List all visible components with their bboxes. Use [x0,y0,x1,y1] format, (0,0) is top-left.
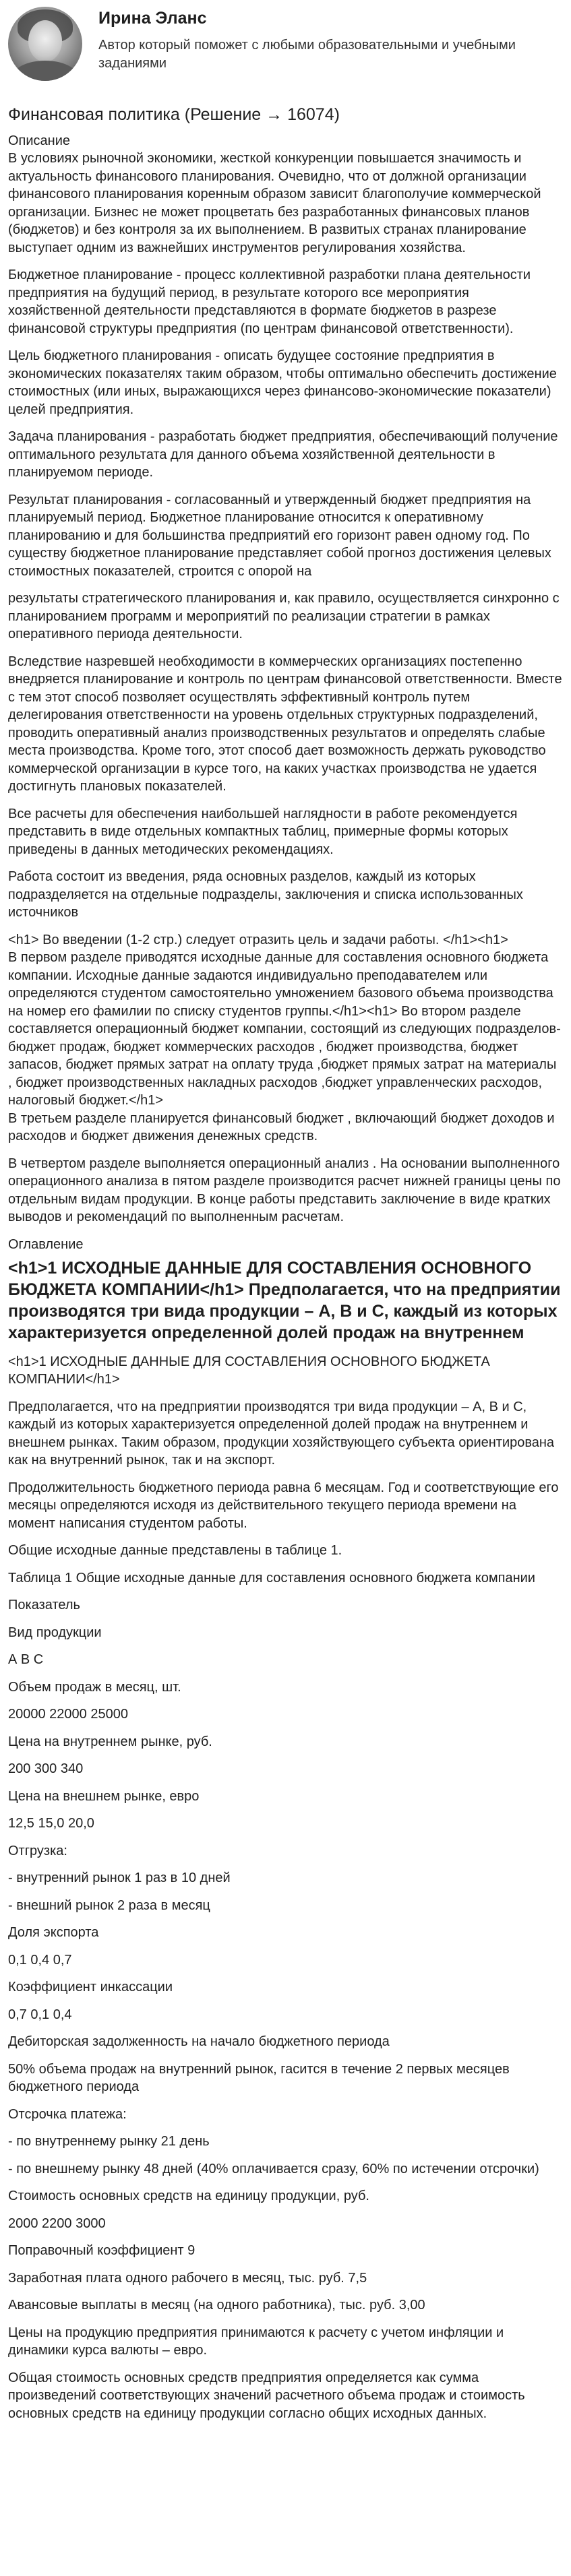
body-paragraph: Таблица 1 Общие исходные данные для составления основного бюджета компании [8,1570,535,1585]
avatar-face [28,20,62,62]
table-row: 12,5 15,0 20,0 [8,1816,94,1831]
author-name[interactable]: Ирина Эланс [98,9,207,28]
author-card [8,5,563,88]
body-paragraph: Общие исходные данные представлены в таблице 1. [8,1543,342,1558]
toc-label: Оглавление [8,1236,84,1252]
table-row: Авансовые выплаты в месяц (на одного работника), тыс. руб. 3,00 [8,2298,425,2313]
author-avatar[interactable] [8,7,82,81]
description-paragraph: Цель бюджетного планирования - описать будущее состояние предприятия в экономических показателях таким образом, чтобы оптимально обеспечить достижение стоимостных (или иных, выражающихся через финансово-экономические показатели) целей предприятия. [8,348,557,417]
table-row: Стоимость основных средств на единицу продукции, руб. [8,2189,369,2203]
table-row: А В С [8,1652,44,1667]
description-label: Описание [8,133,71,148]
description-paragraph: Результат планирования - согласованный и утвержденный бюджет предприятия на планируемый период. Бюджетное планирование относится к оперативному планированию и для большинства предприятий его горизонт равен одному год. По существу бюджетное планирование представляет собой прогноз достижения целевых стоимостных показателей, строится с опорой на [8,492,551,579]
document-title: Финансовая политика (Решение → 16074) [8,105,340,124]
author-description: Автор который поможет с любыми образовательными и учебными заданиями [98,38,516,71]
table-row: Отсрочка платежа: [8,2106,127,2122]
table-row: 2000 2200 3000 [8,2216,106,2231]
table-row: 50% объема продаж на внутренний рынок, гасится в течение 2 первых месяцев бюджетного периода [8,2061,510,2094]
body-paragraph: Продолжительность бюджетного периода равна 6 месяцам. Год и соответствующие его месяцы определяются исходя из действительного текущего периода времени на момент написания студентом работы. [8,1480,559,1531]
description-paragraph: В условиях рыночной экономики, жесткой конкуренции повышается значимость и актуальность финансового планирования. Очевидно, что от должной организации финансового планирования коренным образом зависит благополучие коммерческой организации. Бизнес не может процветать без разработанных финансовых планов (бюджетов) и без контроля за их выполнением. В развитых странах планирование выступает одним из важнейших инструментов регулирования хозяйства. [8,151,541,255]
avatar-shoulders [12,61,78,81]
description-paragraph: Вследствие назревшей необходимости в коммерческих организациях постепенно внедряется планирование и контроль по центрам финансовой ответственности. Вместе с тем этот способ позволяет осуществлять эффективный контроль путем делегирования ответственности на уровень отдельных структурных подразделений, проводить оперативный анализ производственных результатов и определять слабые места производства. Кроме того, этот способ дает возможность держать руководство коммерческой организации в курсе того, на каких участках производства не удается достигнуть плановых показателей. [8,654,562,794]
table-row: Поправочный коэффициент 9 [8,2243,196,2258]
table-row: - внешний рынок 2 раза в месяц [8,1897,210,1913]
description-paragraph: <h1> Во введении (1-2 стр.) следует отразить цель и задачи работы. </h1><h1> В первом разделе приводятся исходные данные для составления основного бюджета компании. Исходные данные задаются индивидуально преподавателем или определяются студентом самостоятельно умножением базового объема производства на номер его фамилии по списку студентов группы.</h1><h1> Во втором разделе составляется операционный бюджет компании, состоящий из следующих подразделов- бюджет продаж, бюджет коммерческих расходов , бюджет производства, бюджет запасов, бюджет прямых затрат на оплату труда ,бюджет прямых затрат на материалы , бюджет производственных накладных расходов ,бюджет управленческих расходов, налоговый бюджет.</h1> В третьем разделе планируется финансовый бюджет , включающий бюджет доходов и расходов и бюджет движения денежных средств. [8,932,561,1143]
body-paragraph: Цены на продукцию предприятия принимаются к расчету с учетом инфляции и динамики курса валюты – евро. [8,2325,504,2358]
table-row: Цена на внутреннем рынке, руб. [8,1734,212,1749]
description-paragraph: Работа состоит из введения, ряда основных разделов, каждый из которых подразделяется на отдельные подразделы, заключения и списка использованных источников [8,869,523,920]
table-row: Показатель [8,1598,80,1612]
body-paragraph: Общая стоимость основных средств предприятия определяется как сумма произведений соответствующих значений расчетного объема продаж и стоимость основных средств на единицу продукции согласно общих исходных данных. [8,2370,525,2421]
table-row: Коэффициент инкассации [8,1980,173,1994]
description-paragraph: Бюджетное планирование - процесс коллективной разработки плана деятельности предприятия на будущий период, в результате которого все мероприятия хозяйственной деятельности представляются в формате бюджетов в разрезе финансовой структуры предприятия (по центрам финансовой ответственности). [8,268,531,336]
table-row: - по внутреннему рынку 21 день [8,2134,210,2149]
table-row: Цена на внешнем рынке, евро [8,1788,200,1804]
table-row: Объем продаж в месяц, шт. [8,1679,181,1695]
table-row: Дебиторская задолженность на начало бюджетного периода [8,2034,390,2049]
table-row: Отгрузка: [8,1843,67,1858]
table-row: 200 300 340 [8,1761,84,1776]
description-content [8,150,563,1226]
table-row: Вид продукции [8,1625,102,1640]
table-row: 0,7 0,1 0,4 [8,2007,72,2022]
description-paragraph: результаты стратегического планирования и, как правило, осуществляется синхронно с планированием программ и мероприятий по реализации стратегии в рамках оперативного периода деятельности. [8,591,560,641]
toc-heading: <h1>1 ИСХОДНЫЕ ДАННЫЕ ДЛЯ СОСТАВЛЕНИЯ ОСНОВНОГО БЮДЖЕТА КОМПАНИИ</h1> Предполагается, что на предприятии производятся три вида продукции – А, В и С, каждый из которых характеризуется определенной долей продаж на внутреннем [8,1258,561,1342]
table-row: 20000 22000 25000 [8,1707,128,1722]
table-row: - внутренний рынок 1 раз в 10 дней [8,1871,231,1885]
body-paragraph: Предполагается, что на предприятии производятся три вида продукции – А, В и С, каждый из которых характеризуется определенной долей продаж на внутреннем и внешнем рынках. Таким образом, продукции хозяйствующего субъекта ориентирована как на внутренний рынок, так и на экспорт. [8,1399,555,1468]
body-paragraph: <h1>1 ИСХОДНЫЕ ДАННЫЕ ДЛЯ СОСТАВЛЕНИЯ ОСНОВНОГО БЮДЖЕТА КОМПАНИИ</h1> [8,1354,490,1387]
table-row: Заработная плата одного рабочего в месяц, тыс. руб. 7,5 [8,2270,367,2286]
author-info [98,5,563,73]
description-paragraph: Задача планирования - разработать бюджет предприятия, обеспечивающий получение оптимального результата для данного объема хозяйственной деятельности в планируемом периоде. [8,429,558,480]
table-row: - по внешнему рынку 48 дней (40% оплачивается сразу, 60% по истечении отсрочки) [8,2161,539,2176]
body-content [8,1353,563,2423]
table-row: 0,1 0,4 0,7 [8,1952,72,1968]
description-paragraph: Все расчеты для обеспечения наибольшей наглядности в работе рекомендуется представить в виде отдельных компактных таблиц, примерные формы которых приведены в данных методических рекомендациях. [8,806,518,857]
description-paragraph: В четвертом разделе выполняется операционный анализ . На основании выполненного операционного анализа в пятом разделе производится расчет нижней границы цены по отдельным видам продукции. В конце работы представить заключение в виде кратких выводов и рекомендаций по выполненным расчетам. [8,1156,561,1224]
table-row: Доля экспорта [8,1925,99,1940]
